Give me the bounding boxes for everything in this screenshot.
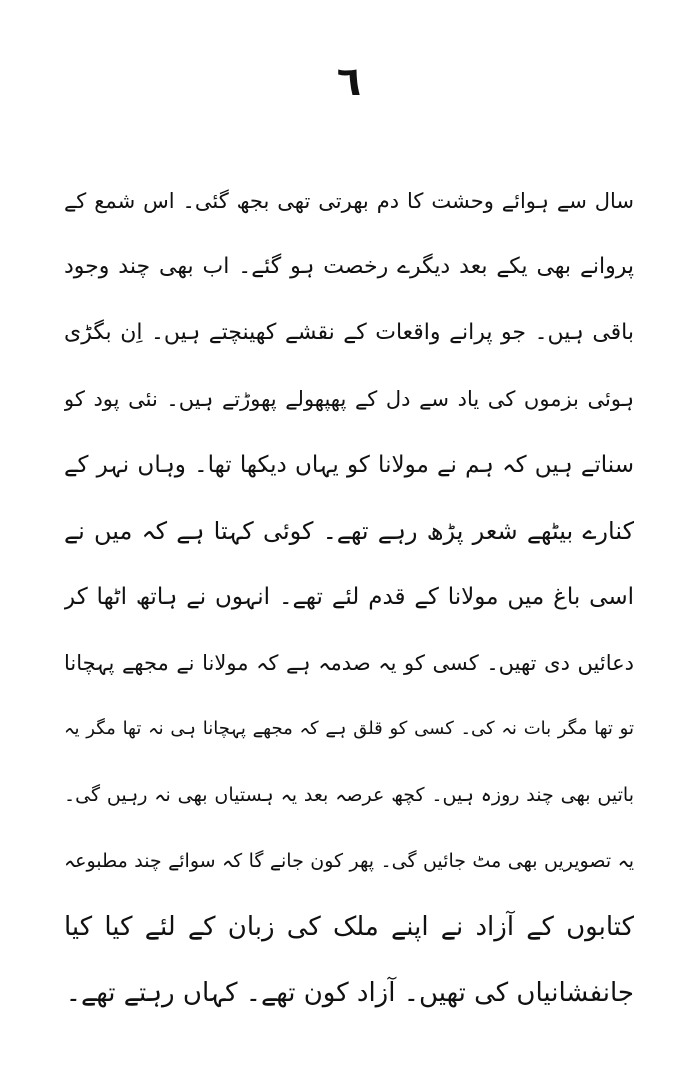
text-line: باقی ہیں۔ جو پرانے واقعات کے نقشے کھینچتے ہیں۔ اِن بگڑی — [64, 320, 634, 345]
body-paragraph — [64, 168, 634, 1026]
text-line: جانفشانیاں کی تھیں۔ آزاد کون تھے۔ کہاں رہتے تھے۔ — [65, 978, 634, 1008]
text-line: اسی باغ میں مولانا کے قدم لئے تھے۔ انہوں نے ہاتھ اٹھا کر — [64, 584, 634, 610]
text-line: سال سے ہوائے وحشت کا دم بھرتی تھی بجھ گئی۔ اس شمع کے — [64, 189, 634, 213]
page-number: ٦ — [336, 59, 362, 105]
text-line: تو تھا مگر بات نہ کی۔ کسی کو قلق ہے کہ مجھے پہچانا ہی نہ تھا مگر یہ — [64, 718, 634, 739]
text-line: یہ تصویریں بھی مٹ جائیں گی۔ پھر کون جانے گا کہ سوائے چند مطبوعہ — [64, 850, 634, 872]
text-line: ہوئی بزموں کی یاد سے دل کے پھپھولے پھوڑتے ہیں۔ نئی پود کو — [64, 387, 634, 411]
text-line: باتیں بھی چند روزہ ہیں۔ کچھ عرصہ بعد یہ ہستیاں بھی نہ رہیں گی۔ — [64, 784, 634, 806]
text-line: دعائیں دی تھیں۔ کسی کو یہ صدمہ ہے کہ مولانا نے مجھے پہچانا — [64, 651, 634, 675]
text-line: کنارے بیٹھے شعر پڑھ رہے تھے۔ کوئی کہتا ہے کہ میں نے — [64, 517, 634, 545]
text-line: کتابوں کے آزاد نے اپنے ملک کی زبان کے لئے کیا کیا — [64, 912, 634, 942]
text-line: سناتے ہیں کہ ہم نے مولانا کو یہاں دیکھا تھا۔ وہاں نہر کے — [64, 452, 634, 478]
text-line: پروانے بھی یکے بعد دیگرے رخصت ہو گئے۔ اب بھی چند وجود — [64, 254, 634, 279]
